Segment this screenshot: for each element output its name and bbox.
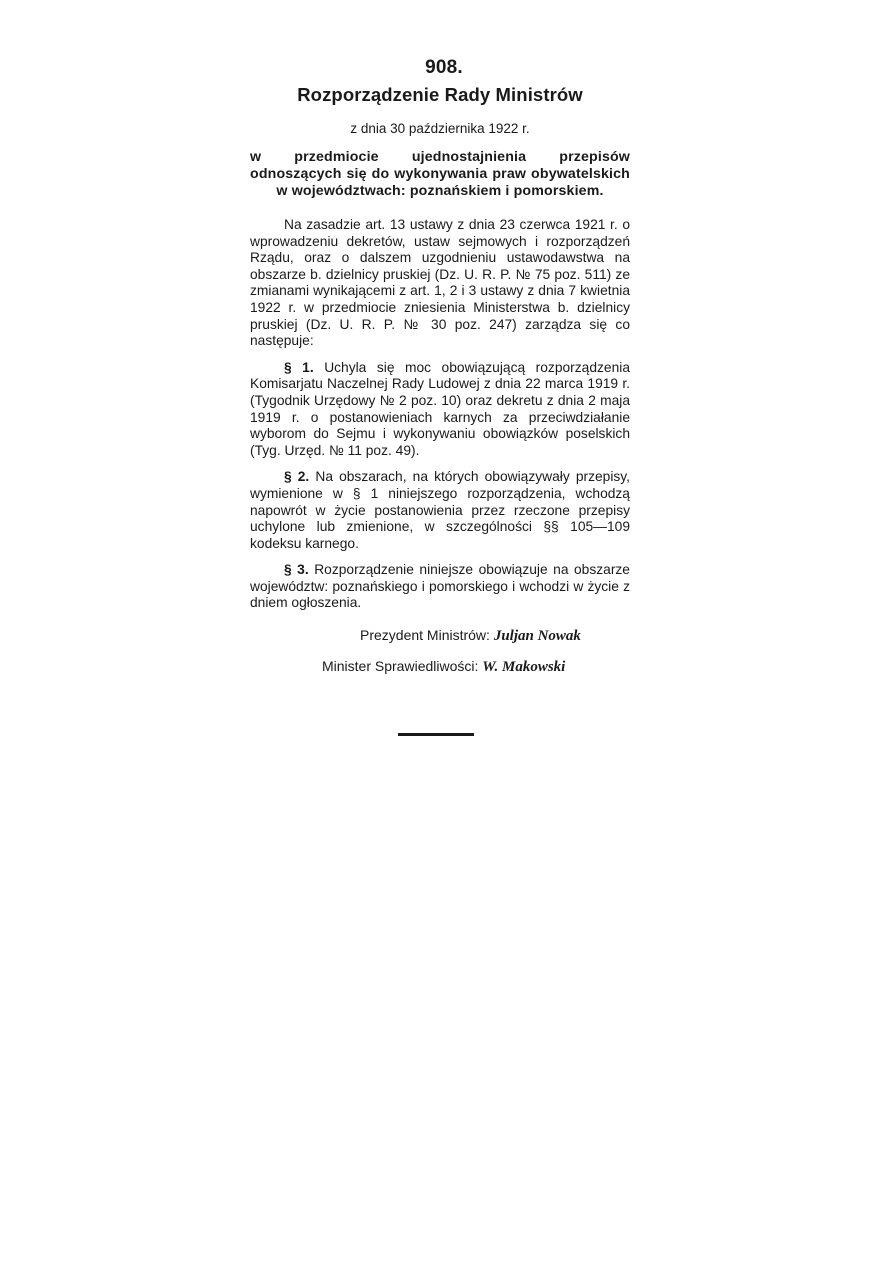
subject-heading: w przedmiocie ujednostajnienia przepisów odnoszących się do wykonywania praw obywatelskich w województwach: poznańskiem i pomorskiem. bbox=[250, 149, 630, 199]
paragraph-3-text: Rozporządzenie niniejsze obowiązuje na obszarze województw: poznańskiego i pomorskiego i wchodzi w życie z dniem ogłoszenia. bbox=[250, 562, 630, 611]
document-column bbox=[250, 56, 630, 676]
signature-justice-minister bbox=[250, 657, 630, 676]
signature-name: W. Makowski bbox=[482, 659, 566, 676]
document-title: Rozporządzenie Rady Ministrów bbox=[297, 84, 583, 105]
paragraph-1 bbox=[250, 360, 630, 460]
paragraph-1-label: § 1. bbox=[284, 359, 314, 375]
paragraph-2-label: § 2. bbox=[284, 469, 310, 485]
paragraph-1-text: Uchyla się moc obowiązującą rozporządzenia Komisarjatu Naczelnej Rady Ludowej z dnia 22 marca 1919 r. (Tygodnik Urzędowy № 2 poz. 10) oraz dekretu z dnia 2 maja 1919 r. o postanowieniach karnych za przeciwdziałanie wyborom do Sejmu i wykonywaniu obowiązków poselskich (Tyg. Urzęd. № 11 poz. 49). bbox=[250, 359, 630, 458]
closing-rule bbox=[398, 733, 474, 736]
paragraph-3-label: § 3. bbox=[284, 562, 309, 578]
paragraph-2-text: Na obszarach, na których obowiązywały przepisy, wymienione w § 1 niniejszego rozporządzenia, wchodzą napowrót w życie postanowienia przez rzeczone przepisy uchylone lub zmienione, w szczególności §§ 105—109 kodeksu karnego. bbox=[250, 469, 630, 551]
intro-paragraph: Na zasadzie art. 13 ustawy z dnia 23 czerwca 1921 r. o wprowadzeniu dekretów, ustaw sejmowych i rozporządzeń Rządu, oraz o dalszem uzgodnieniu ustawodawstwa na obszarze b. dzielnicy pruskiej (Dz. U. R. P. № 75 poz. 511) ze zmianami wynikającemi z art. 1, 2 i 3 ustawy z dnia 7 kwietnia 1922 r. w przedmiocie zniesienia Ministerstwa b. dzielnicy pruskiej (Dz. U. R. P. № 30 poz. 247) zarządza się co następuje: bbox=[250, 217, 630, 349]
paragraph-3 bbox=[250, 562, 630, 612]
signature-name: Juljan Nowak bbox=[493, 628, 581, 645]
date-line: z dnia 30 października 1922 r. bbox=[350, 121, 530, 136]
signature-prime-minister bbox=[250, 626, 630, 645]
paragraph-2 bbox=[250, 469, 630, 552]
act-number: 908. bbox=[425, 57, 463, 78]
signature-role: Minister Sprawiedliwości: bbox=[322, 658, 479, 675]
signature-role: Prezydent Ministrów: bbox=[360, 627, 490, 644]
